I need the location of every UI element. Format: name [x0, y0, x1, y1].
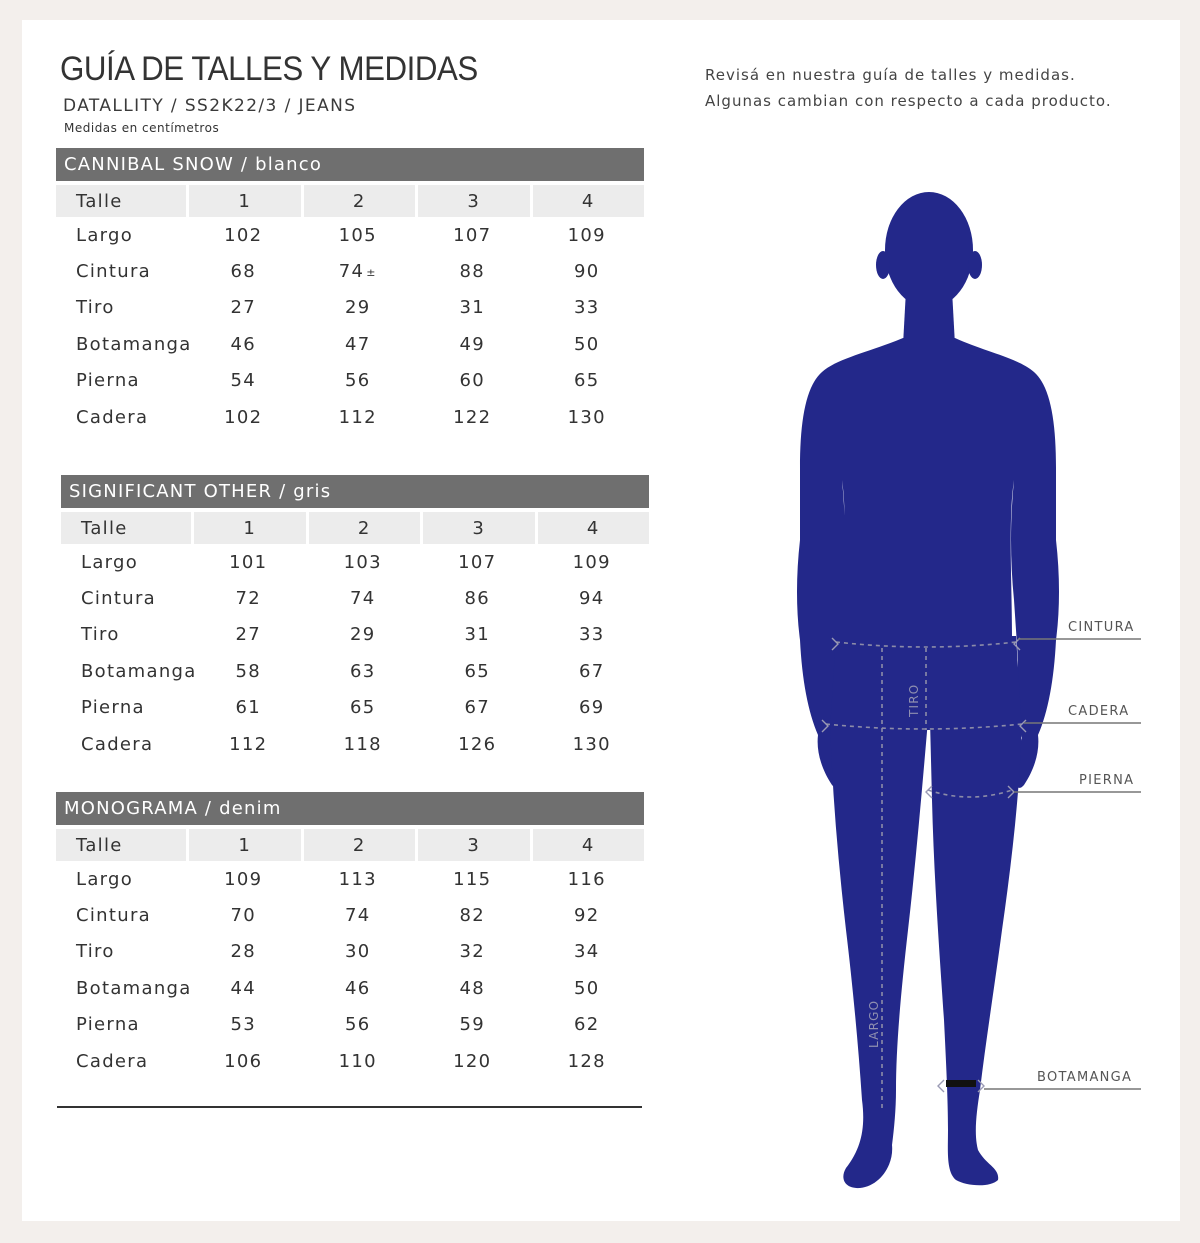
header-cell: 1: [186, 185, 301, 217]
header-cell: 4: [530, 829, 645, 861]
row-label: Cadera: [76, 406, 149, 428]
header-cell: Talle: [61, 512, 191, 544]
row-label: Cintura: [81, 588, 156, 610]
table-cell: 67: [464, 697, 490, 719]
table-cell: 88: [459, 261, 485, 283]
table-cell: 59: [459, 1014, 485, 1036]
note-mark: ±: [366, 266, 377, 280]
table-cell: 46: [344, 977, 371, 999]
header-cell: 4: [535, 512, 650, 544]
label-pierna: PIERNA: [1079, 773, 1135, 788]
table-cell: 49: [459, 333, 485, 355]
table-cell: 106: [224, 1050, 263, 1072]
row-label: Botamanga: [81, 660, 197, 682]
table-cell: 102: [224, 224, 263, 246]
table-cell: 72: [235, 588, 261, 610]
figure-ear-right: [968, 251, 982, 279]
header-cell: 2: [306, 512, 421, 544]
table-cell: 27: [230, 297, 256, 319]
row-label: Largo: [76, 868, 134, 890]
table-cell: 29: [344, 297, 371, 319]
header-cell: Talle: [56, 829, 186, 861]
product-header: SIGNIFICANT OTHER / gris: [61, 475, 649, 508]
header-cell: 1: [186, 829, 301, 861]
page-subtitle: DATALLITY / SS2K22/3 / JEANS: [63, 96, 357, 116]
row-label: Tiro: [76, 941, 115, 963]
arrow-icon: [938, 1080, 944, 1092]
header-cell: 2: [301, 829, 416, 861]
table-cell: 48: [459, 977, 485, 999]
row-label: Tiro: [81, 624, 120, 646]
table-cell: 86: [464, 588, 490, 610]
body-silhouette: [797, 192, 1059, 1188]
table-cell: 47: [344, 333, 371, 355]
table-cell: 92: [573, 905, 600, 927]
table-cell: 50: [573, 333, 600, 355]
table-cell: 102: [224, 406, 263, 428]
table-cell: 120: [453, 1050, 492, 1072]
table-cell: 34: [573, 941, 600, 963]
table-cell: 94: [578, 588, 605, 610]
table-cell: 56: [344, 1014, 371, 1036]
table-cell: 60: [459, 370, 485, 392]
hem-band: [946, 1080, 976, 1087]
intro-line-1: Revisá en nuestra guía de talles y medidas.: [705, 66, 1076, 84]
table-cell: 65: [464, 660, 490, 682]
table-cell: 128: [567, 1050, 606, 1072]
label-cintura: CINTURA: [1068, 620, 1135, 635]
table-cell: 115: [453, 868, 492, 890]
table-cell: 44: [230, 977, 256, 999]
table-cell: 31: [459, 297, 485, 319]
table-cell: 65: [349, 697, 376, 719]
table-cell: 130: [567, 406, 606, 428]
table-cell: 29: [349, 624, 376, 646]
table-cell: 67: [578, 660, 605, 682]
table-cell: 50: [573, 977, 600, 999]
figure-leg-left: [830, 720, 928, 1188]
page-title: GUÍA DE TALLES Y MEDIDAS: [60, 50, 478, 88]
row-label: Largo: [81, 551, 139, 573]
table-cell: 30: [344, 941, 371, 963]
intro-line-2: Algunas cambian con respecto a cada producto.: [705, 92, 1112, 110]
table-cell: 58: [235, 660, 261, 682]
product-header: MONOGRAMA / denim: [56, 792, 644, 825]
table-cell: 82: [459, 905, 485, 927]
table-cell: 116: [567, 868, 606, 890]
header-cell: 1: [191, 512, 306, 544]
table-cell: 32: [459, 941, 485, 963]
product-header: CANNIBAL SNOW / blanco: [56, 148, 644, 181]
table-cell: 63: [349, 660, 376, 682]
header-cell: 4: [530, 185, 645, 217]
cell-value: 74: [338, 261, 365, 283]
table-cell: 103: [343, 551, 382, 573]
table-cell: 54: [230, 370, 256, 392]
arrow-icon: [926, 786, 932, 798]
largo-label: LARGO: [867, 999, 881, 1048]
table-cell: 56: [344, 370, 371, 392]
table-cell: 27: [235, 624, 261, 646]
figure-ear-left: [876, 251, 890, 279]
label-botamanga: BOTAMANGA: [1037, 1070, 1133, 1085]
table-cell: 31: [464, 624, 490, 646]
table-cell: 62: [573, 1014, 600, 1036]
table-cell: 61: [235, 697, 261, 719]
table-cell: 122: [453, 406, 492, 428]
table-cell: 68: [230, 261, 256, 283]
table-cell: 112: [229, 733, 268, 755]
table-cell: 70: [230, 905, 256, 927]
row-label: Botamanga: [76, 333, 192, 355]
table-cell: 101: [229, 551, 268, 573]
tiro-label: TIRO: [907, 683, 921, 717]
row-label: Cadera: [76, 1050, 149, 1072]
table-cell: 90: [573, 261, 600, 283]
table-cell: 74: [344, 905, 371, 927]
row-label: Cintura: [76, 905, 151, 927]
row-label: Pierna: [76, 1014, 140, 1036]
table-cell: 110: [338, 1050, 377, 1072]
header-cell: 3: [415, 185, 530, 217]
table-cell: 65: [573, 370, 600, 392]
row-label: Tiro: [76, 297, 115, 319]
header-cell: 3: [420, 512, 535, 544]
header-cell: 2: [301, 185, 416, 217]
table-cell: 109: [572, 551, 611, 573]
table-cell: 109: [224, 868, 263, 890]
table-cell: 105: [338, 224, 377, 246]
header-cell: 3: [415, 829, 530, 861]
table-cell: 113: [338, 868, 377, 890]
row-label: Cadera: [81, 733, 154, 755]
table-cell: 107: [458, 551, 497, 573]
table-cell: 130: [572, 733, 611, 755]
table-cell: 109: [567, 224, 606, 246]
table-cell: 74: [349, 588, 376, 610]
row-label: Cintura: [76, 261, 151, 283]
table-cell: 126: [458, 733, 497, 755]
row-label: Botamanga: [76, 977, 192, 999]
table-cell: 53: [230, 1014, 256, 1036]
row-label: Pierna: [81, 697, 145, 719]
label-cadera: CADERA: [1068, 704, 1130, 719]
table-cell: 107: [453, 224, 492, 246]
row-label: Pierna: [76, 370, 140, 392]
table-cell: 46: [230, 333, 256, 355]
table-cell: 112: [338, 406, 377, 428]
row-label: Largo: [76, 224, 134, 246]
table-cell: 69: [578, 697, 605, 719]
table-cell: 33: [578, 624, 605, 646]
table-cell: 118: [343, 733, 382, 755]
header-cell: Talle: [56, 185, 186, 217]
units-note: Medidas en centímetros: [64, 121, 220, 135]
table-cell: 28: [230, 941, 256, 963]
figure-leg-right: [930, 720, 1022, 1185]
table-cell: 33: [573, 297, 600, 319]
figure-neck: [903, 290, 955, 345]
